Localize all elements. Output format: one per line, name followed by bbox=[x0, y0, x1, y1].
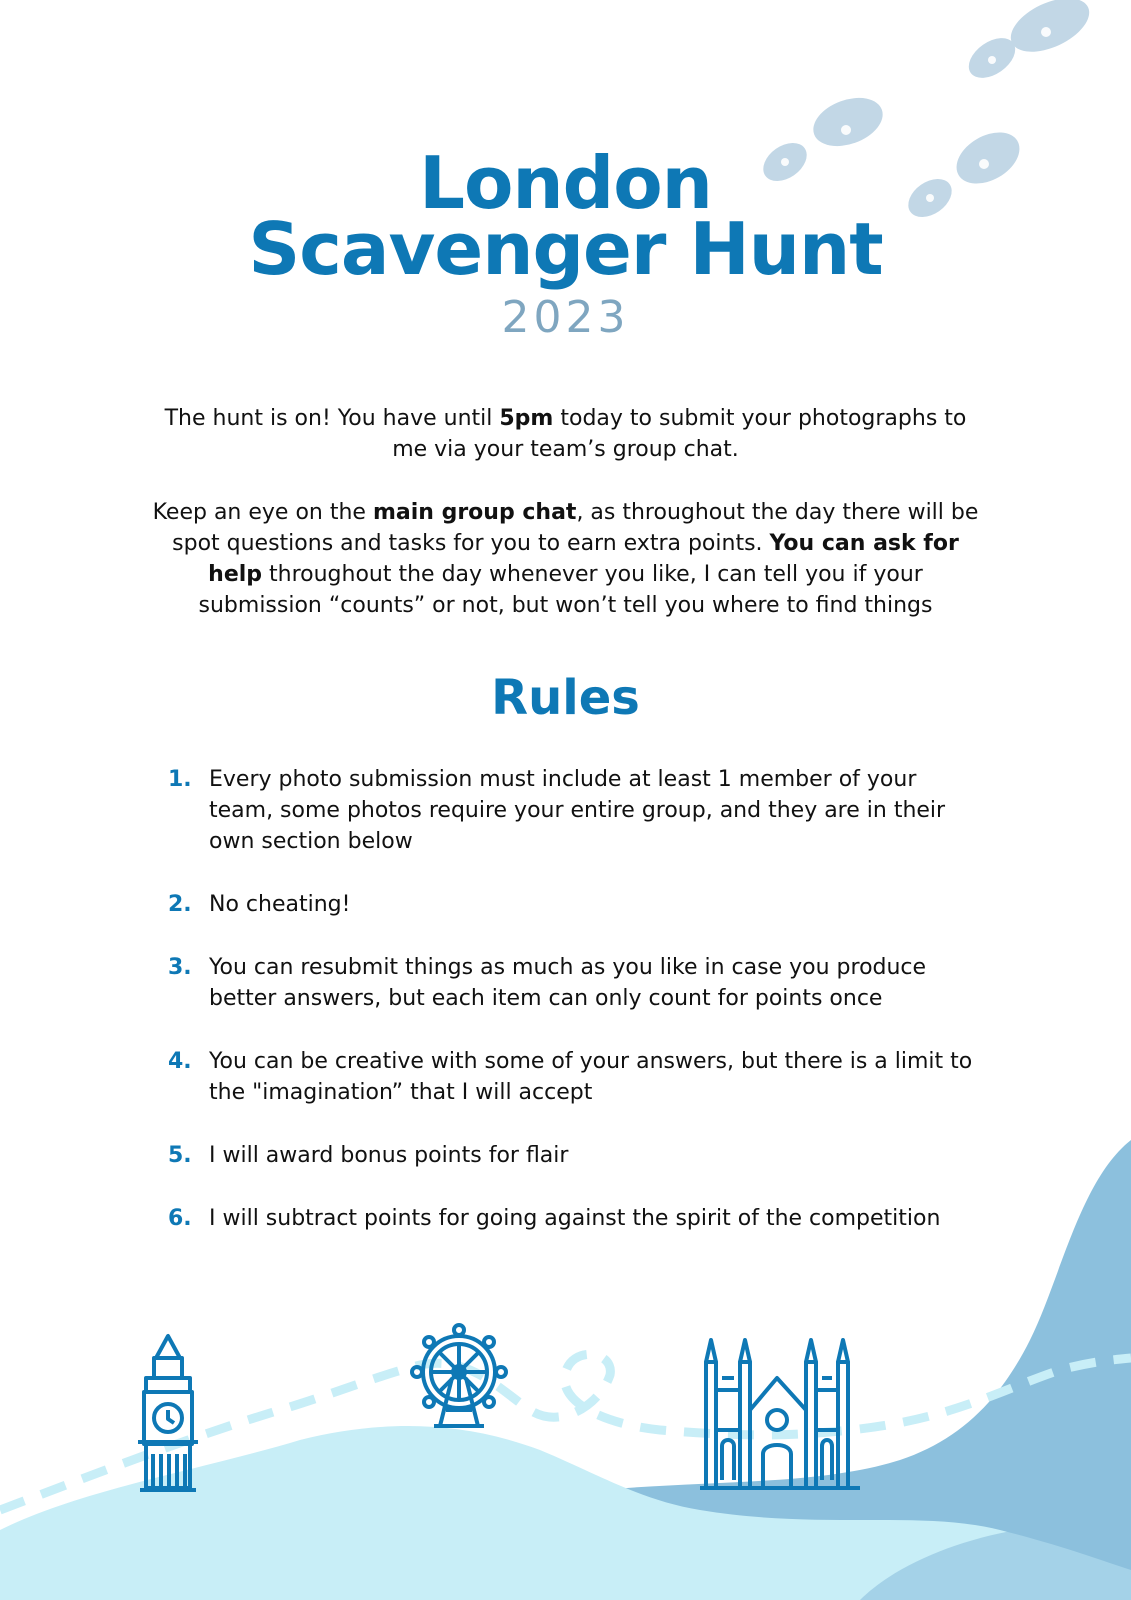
westminster-abbey-icon bbox=[700, 1340, 860, 1488]
rule-text: Every photo submission must include at least 1 member of your team, some photos require your entire group, and they are in their own section below bbox=[209, 767, 946, 854]
year-subtitle: 2023 bbox=[501, 292, 630, 343]
page-title-line-1: London bbox=[419, 141, 712, 225]
intro-paragraph-2 bbox=[145, 497, 986, 621]
intro-p2-text-2: , as throughout the day there will be spot questions and tasks for you to earn extra points. bbox=[172, 500, 979, 556]
intro-p2-text-1: Keep an eye on the bbox=[152, 500, 373, 525]
rule-number: 4. bbox=[168, 1049, 192, 1074]
rule-text: You can be creative with some of your answers, but there is a limit to the "imagination” that I will accept bbox=[209, 1049, 973, 1105]
intro-paragraph-1 bbox=[145, 403, 986, 465]
rule-number: 5. bbox=[168, 1143, 192, 1168]
rule-number: 2. bbox=[168, 892, 192, 917]
rule-item bbox=[160, 952, 980, 1014]
london-eye-icon bbox=[412, 1325, 506, 1426]
intro-p2-bold-group-chat: main group chat bbox=[372, 500, 577, 525]
landscape-illustration bbox=[0, 1140, 1131, 1600]
rule-text: I will subtract points for going against the spirit of the competition bbox=[209, 1206, 941, 1231]
rule-item bbox=[160, 764, 980, 857]
rules-heading: Rules bbox=[491, 670, 640, 726]
intro-p1-text-2: today to submit your photographs to me via your team’s group chat. bbox=[392, 406, 967, 462]
title-block bbox=[0, 141, 1131, 346]
rule-item bbox=[160, 1046, 980, 1108]
intro-p1-deadline: 5pm bbox=[499, 406, 554, 431]
rule-text: I will award bonus points for flair bbox=[209, 1143, 569, 1168]
rule-number: 6. bbox=[168, 1206, 192, 1231]
intro-p1-text-1: The hunt is on! You have until bbox=[164, 406, 500, 431]
rule-number: 1. bbox=[168, 767, 192, 792]
page-title-line-2: Scavenger Hunt bbox=[248, 207, 883, 291]
rule-text: No cheating! bbox=[209, 892, 351, 917]
intro-p2-text-3: throughout the day whenever you like, I can tell you if your submission “counts” or not, but won’t tell you where to find things bbox=[198, 562, 933, 618]
rule-number: 3. bbox=[168, 955, 192, 980]
rule-item bbox=[160, 889, 980, 920]
rule-text: You can resubmit things as much as you like in case you produce better answers, but each item can only count for points once bbox=[209, 955, 927, 1011]
big-ben-icon bbox=[138, 1336, 198, 1490]
intro-p2-bold-help: You can ask for help bbox=[208, 531, 959, 587]
